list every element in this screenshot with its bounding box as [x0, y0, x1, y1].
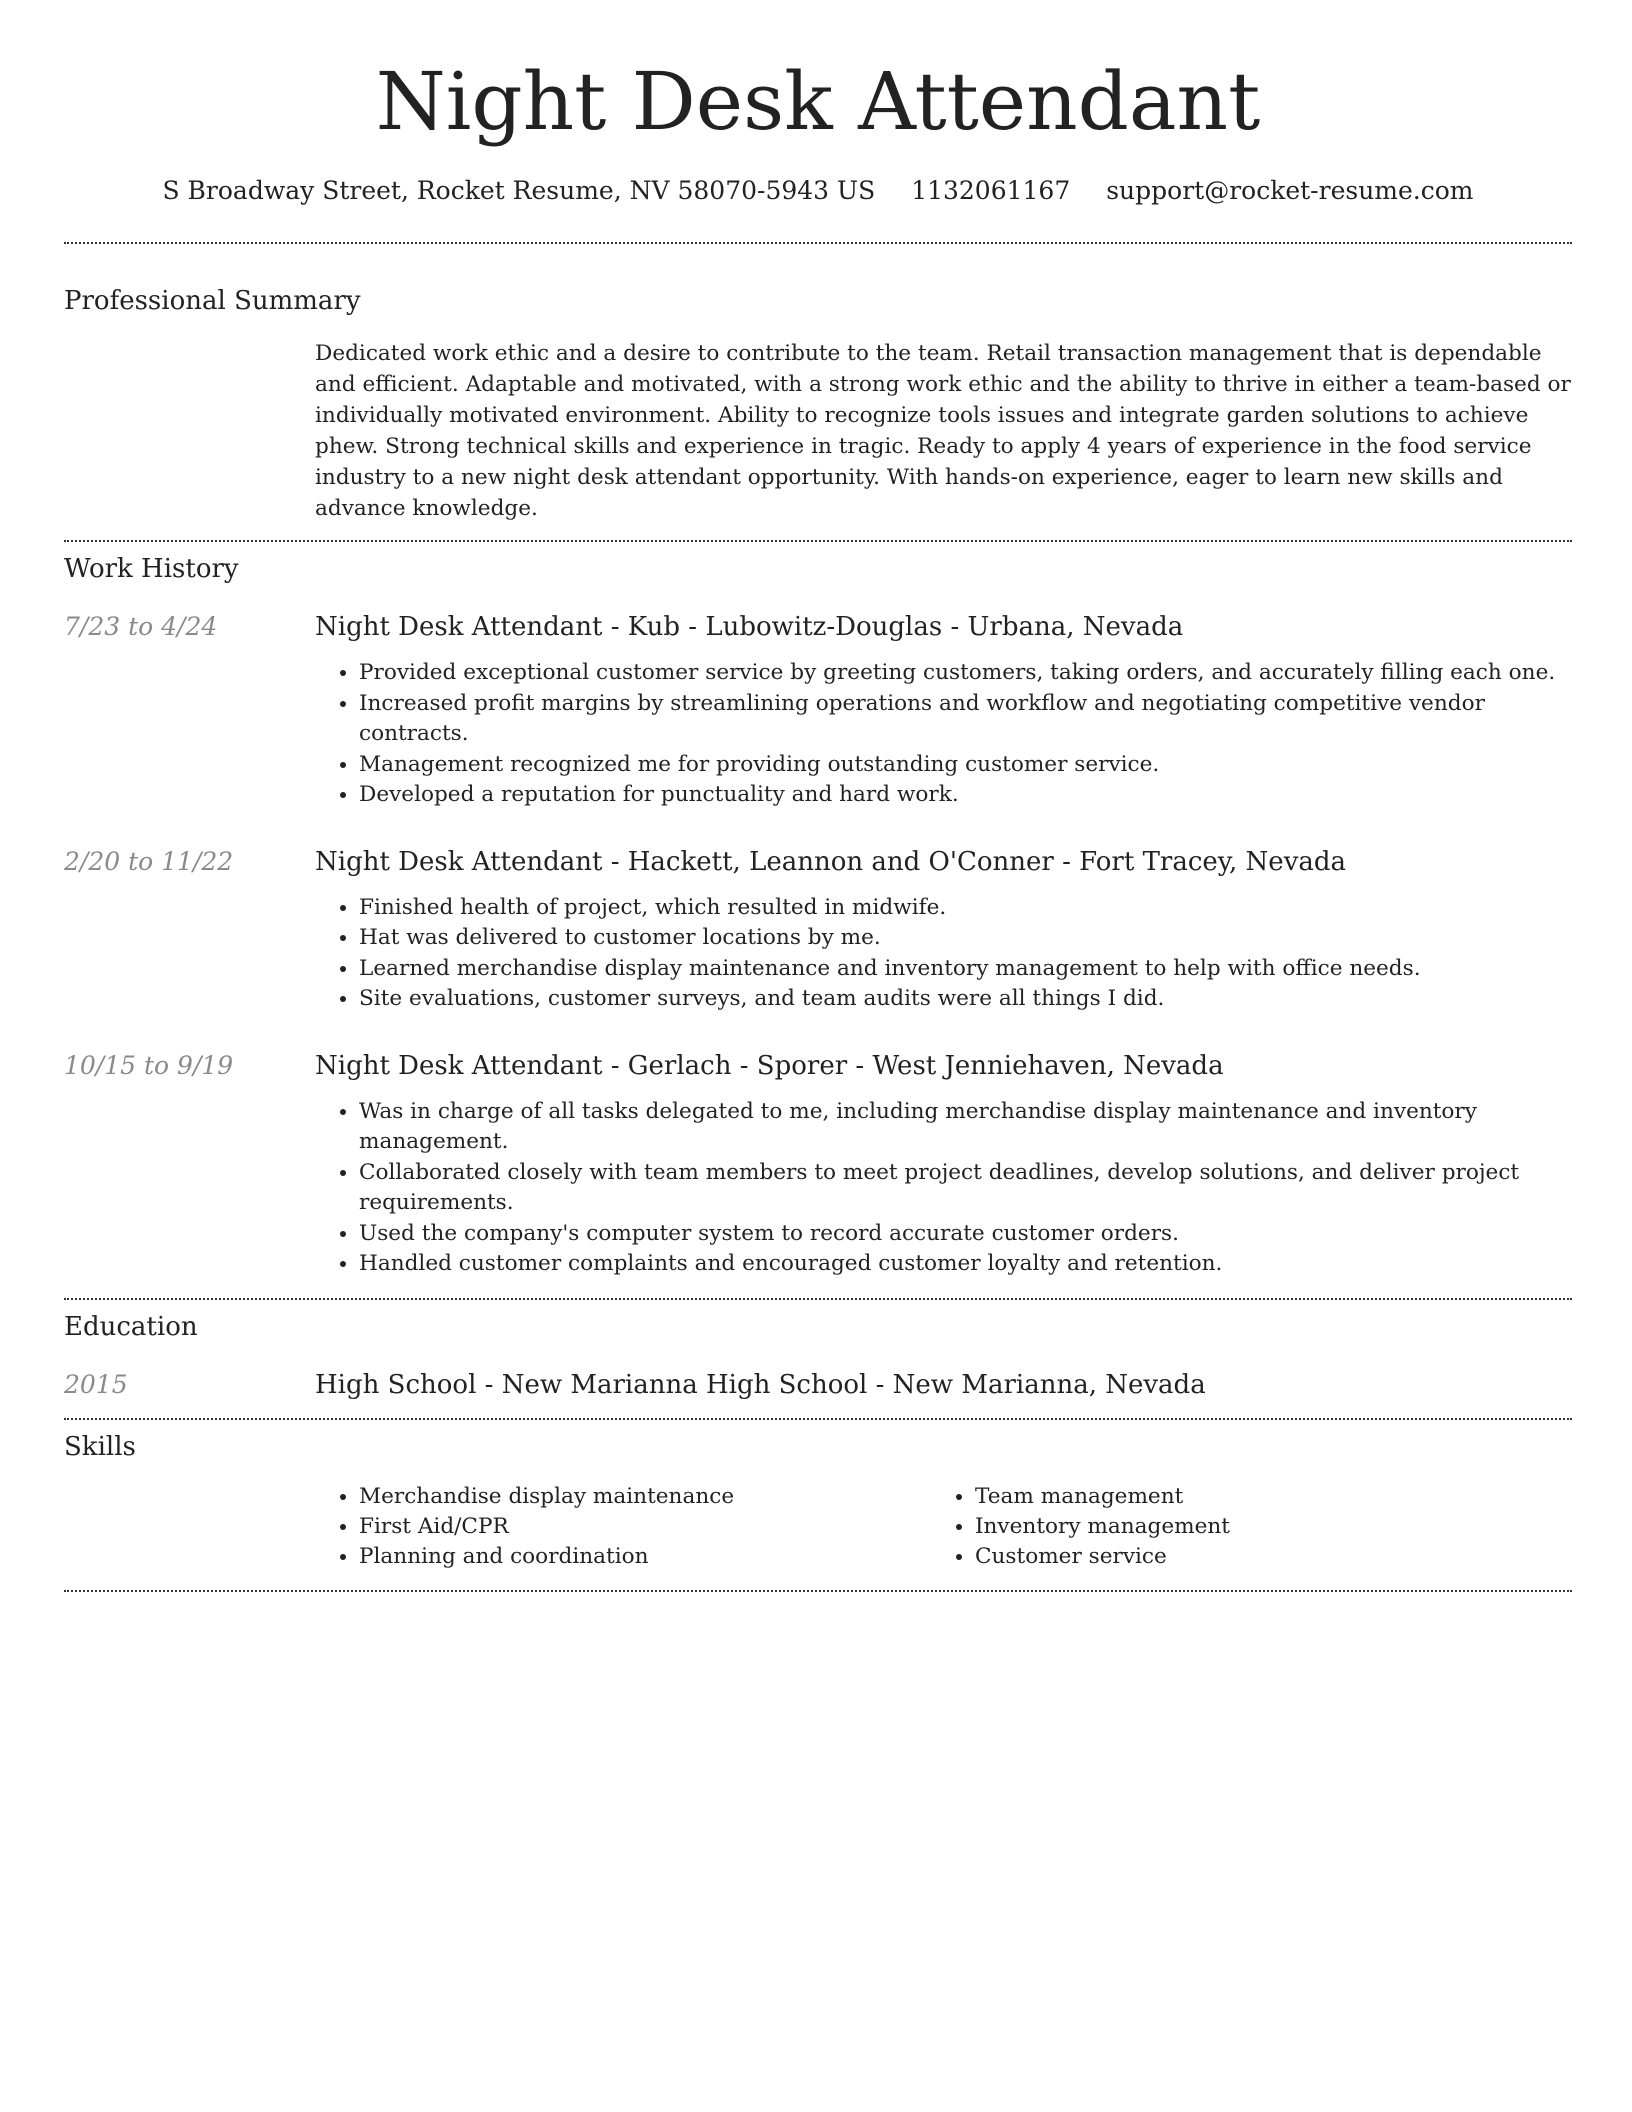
- contact-line: [64, 174, 1572, 208]
- skill-item: • Planning and coordination: [359, 1542, 931, 1572]
- job-bullet: • Provided exceptional customer service by greeting customers, taking orders, and accurately filling each one.: [359, 658, 1572, 689]
- education-section: [64, 1310, 1572, 1402]
- skills-section: [64, 1430, 1572, 1572]
- job-entry: [64, 610, 1572, 811]
- job-bullet: • Finished health of project, which resulted in midwife.: [359, 893, 1572, 924]
- job-bullet: • Hat was delivered to customer locations by me.: [359, 923, 1572, 954]
- job-heading: Night Desk Attendant - Kub - Lubowitz-Douglas - Urbana, Nevada: [315, 612, 1184, 642]
- summary-title: Professional Summary: [64, 286, 361, 316]
- job-bullet: • Used the company's computer system to record accurate customer orders.: [359, 1219, 1572, 1250]
- job-bullet: • Learned merchandise display maintenance and inventory management to help with office needs.: [359, 954, 1572, 985]
- divider: [64, 1418, 1572, 1420]
- skills-title: Skills: [64, 1431, 136, 1462]
- skills-column-left: [315, 1482, 931, 1572]
- job-bullet: • Management recognized me for providing outstanding customer service.: [359, 750, 1572, 781]
- education-year: 2015: [64, 1369, 128, 1399]
- job-bullet: • Collaborated closely with team members to meet project deadlines, develop solutions, and deliver project requirements.: [359, 1158, 1572, 1219]
- skills-column-right: [931, 1482, 1547, 1572]
- divider: [64, 242, 1572, 244]
- divider: [64, 540, 1572, 542]
- skills-grid: [315, 1482, 1572, 1572]
- job-bullet: • Was in charge of all tasks delegated to me, including merchandise display maintenance and inventory management.: [359, 1097, 1572, 1158]
- skills-spacer: [64, 1482, 315, 1572]
- skill-item: • First Aid/CPR: [359, 1512, 931, 1542]
- contact-phone: 1132061167: [911, 176, 1071, 205]
- education-entry: [64, 1368, 1572, 1402]
- job-heading: Night Desk Attendant - Hackett, Leannon and O'Conner - Fort Tracey, Nevada: [315, 846, 1347, 877]
- contact-email: support@rocket-resume.com: [1106, 176, 1474, 205]
- resume-name: Night Desk Attendant: [375, 55, 1261, 148]
- job-bullet: • Handled customer complaints and encouraged customer loyalty and retention.: [359, 1249, 1572, 1280]
- job-bullet: • Site evaluations, customer surveys, and team audits were all things I did.: [359, 984, 1572, 1015]
- job-entry: [64, 845, 1572, 1015]
- divider: [64, 1298, 1572, 1300]
- job-bullet: • Developed a reputation for punctuality and hard work.: [359, 780, 1572, 811]
- summary-spacer: [64, 338, 315, 524]
- skill-item: • Team management: [975, 1482, 1547, 1512]
- work-history-title: Work History: [64, 554, 239, 584]
- summary-section: [64, 284, 1572, 524]
- job-bullet: • Increased profit margins by streamlining operations and workflow and negotiating competitive vendor contracts.: [359, 689, 1572, 750]
- skill-item: • Customer service: [975, 1542, 1547, 1572]
- job-entry: [64, 1049, 1572, 1280]
- contact-address: S Broadway Street, Rocket Resume, NV 58070-5943 US: [162, 176, 876, 205]
- job-dates: 7/23 to 4/24: [64, 612, 218, 641]
- job-bullets: [315, 1097, 1572, 1280]
- skill-item: • Inventory management: [975, 1512, 1547, 1542]
- job-bullets: [315, 893, 1572, 1015]
- work-history-section: [64, 552, 1572, 1280]
- divider: [64, 1590, 1572, 1592]
- job-dates: 2/20 to 11/22: [64, 846, 234, 876]
- job-heading: Night Desk Attendant - Gerlach - Sporer - West Jenniehaven, Nevada: [315, 1050, 1224, 1081]
- job-dates: 10/15 to 9/19: [64, 1050, 234, 1080]
- skill-item: • Merchandise display maintenance: [359, 1482, 931, 1512]
- job-bullets: [315, 658, 1572, 811]
- education-heading: High School - New Marianna High School - New Marianna, Nevada: [315, 1369, 1206, 1400]
- resume-page: [64, 0, 1572, 1592]
- education-title: Education: [64, 1311, 198, 1342]
- summary-text: Dedicated work ethic and a desire to contribute to the team. Retail transaction management that is dependable and efficient. Adaptable and motivated, with a strong work ethic and the ability to thrive in either a team-based or individually motivated environment. Ability to recognize tools issues and integrate garden solutions to achieve phew. Strong technical skills and experience in tragic. Ready to apply 4 years of experience in the food service industry to a new night desk attendant opportunity. With hands-on experience, eager to learn new skills and advance knowledge.: [315, 341, 1571, 521]
